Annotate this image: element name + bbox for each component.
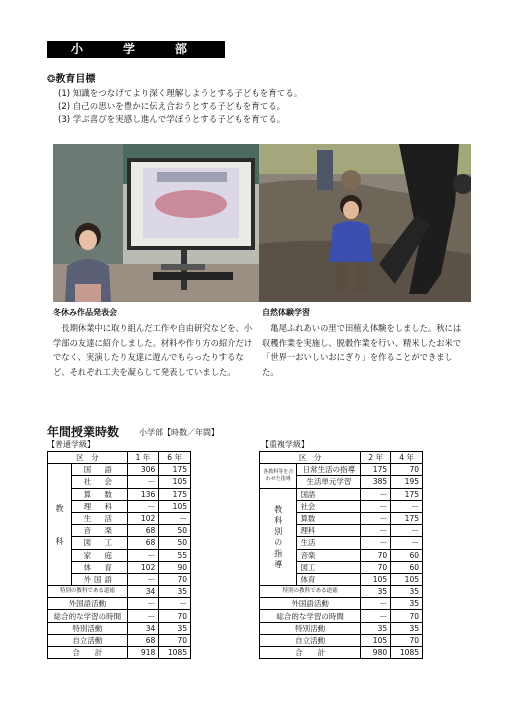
row-label: 音楽 [297, 549, 361, 561]
value-cell: 175 [361, 464, 391, 476]
table-row [260, 610, 423, 622]
value-cell: 175 [391, 488, 423, 500]
row-label: 体育 [297, 573, 361, 585]
row-label: 家 庭 [71, 549, 127, 561]
section-title: 小 学 部 [70, 42, 201, 56]
value-cell: ー [127, 598, 159, 610]
value-cell: 980 [361, 647, 391, 659]
value-cell: ー [361, 610, 391, 622]
section-title-bar [47, 41, 225, 58]
row-label: 算数 [297, 512, 361, 524]
table-row [260, 634, 423, 646]
value-cell: ー [361, 598, 391, 610]
table-row [48, 464, 191, 476]
value-cell: 35 [361, 586, 391, 598]
table-row [48, 622, 191, 634]
value-cell: 35 [159, 622, 191, 634]
header-category: 区 分 [260, 452, 361, 464]
row-label: 社 会 [71, 476, 127, 488]
value-cell: 70 [361, 549, 391, 561]
header-category: 区 分 [48, 452, 128, 464]
value-cell: 102 [127, 512, 159, 524]
row-label: 特別の教科である道徳 [48, 586, 128, 598]
table-row [48, 647, 191, 659]
row-label: 音 楽 [71, 525, 127, 537]
value-cell: 34 [127, 622, 159, 634]
value-cell: 385 [361, 476, 391, 488]
value-cell: 102 [127, 561, 159, 573]
activity-1-caption: 冬休み作品発表会 [53, 308, 117, 317]
row-label: 図 工 [71, 537, 127, 549]
row-label: 日常生活の指導 [297, 464, 361, 476]
table-row [48, 610, 191, 622]
table-header-row [260, 452, 423, 464]
hours-title: 年間授業時数 [47, 425, 120, 439]
value-cell: ー [127, 476, 159, 488]
value-cell: 70 [159, 573, 191, 585]
value-cell: ー [361, 488, 391, 500]
value-cell: 195 [391, 476, 423, 488]
value-cell: 1085 [159, 647, 191, 659]
row-label: 国語 [297, 488, 361, 500]
row-label: 特別の教科である道徳 [260, 586, 361, 598]
row-label: 国 語 [71, 464, 127, 476]
activity-2-caption: 自然体験学習 [262, 308, 310, 317]
value-cell: ー [127, 549, 159, 561]
presentation-photo [53, 144, 259, 302]
table-row [260, 647, 423, 659]
table-row [260, 488, 423, 500]
row-label: 図工 [297, 561, 361, 573]
value-cell: 35 [391, 598, 423, 610]
header-year-1: 1 年 [127, 452, 159, 464]
value-cell: 70 [391, 610, 423, 622]
value-cell: 105 [391, 573, 423, 585]
hours-subtitle: 小学部【時数／年間】 [139, 428, 219, 437]
value-cell: ー [361, 500, 391, 512]
table-row [260, 464, 423, 476]
row-label: 理科 [297, 525, 361, 537]
goals-heading: ❂教育目標 [47, 74, 96, 85]
value-cell: 175 [159, 488, 191, 500]
row-label: 算 数 [71, 488, 127, 500]
row-label: 特別活動 [48, 622, 128, 634]
value-cell: 50 [159, 537, 191, 549]
table-row [48, 586, 191, 598]
value-cell: 175 [159, 464, 191, 476]
value-cell: 68 [127, 634, 159, 646]
table-row [260, 622, 423, 634]
row-label: 特別活動 [260, 622, 361, 634]
table-row [260, 586, 423, 598]
multi-hours-table [259, 451, 423, 659]
header-year-2: 2 年 [361, 452, 391, 464]
value-cell: 35 [391, 622, 423, 634]
value-cell: 35 [159, 586, 191, 598]
value-cell: 105 [159, 476, 191, 488]
value-cell: ー [361, 525, 391, 537]
value-cell: 70 [159, 610, 191, 622]
value-cell: 60 [391, 561, 423, 573]
table-row [48, 634, 191, 646]
row-label: 生 活 [71, 512, 127, 524]
value-cell: 55 [159, 549, 191, 561]
row-label: 社会 [297, 500, 361, 512]
table-header-row [48, 452, 191, 464]
value-cell: ー [361, 537, 391, 549]
value-cell: 68 [127, 525, 159, 537]
value-cell: 35 [391, 586, 423, 598]
row-label: 生活単元学習 [297, 476, 361, 488]
row-label: 合 計 [260, 647, 361, 659]
value-cell: ー [391, 500, 423, 512]
value-cell: ー [127, 573, 159, 585]
value-cell: 70 [391, 634, 423, 646]
table-row [48, 598, 191, 610]
value-cell: 105 [361, 573, 391, 585]
value-cell: 175 [391, 512, 423, 524]
value-cell: ー [127, 500, 159, 512]
regular-hours-table [47, 451, 191, 659]
value-cell: ー [391, 525, 423, 537]
table-row [260, 598, 423, 610]
value-cell: ー [159, 512, 191, 524]
value-cell: ー [159, 598, 191, 610]
value-cell: 60 [391, 549, 423, 561]
value-cell: ー [391, 537, 423, 549]
value-cell: 136 [127, 488, 159, 500]
value-cell: 90 [159, 561, 191, 573]
value-cell: 70 [391, 464, 423, 476]
value-cell: 105 [361, 634, 391, 646]
row-label: 総合的な学習の時間 [48, 610, 128, 622]
value-cell: 68 [127, 537, 159, 549]
subject-group-label: 教 科 別 の 指 導 [260, 488, 297, 586]
value-cell: 70 [361, 561, 391, 573]
goal-item-1: (1) 知識をつなげてより深く理解しようとする子どもを育てる。 [58, 89, 303, 99]
header-year-4: 4 年 [391, 452, 423, 464]
row-label: 外国語活動 [48, 598, 128, 610]
goal-item-2: (2) 自己の思いを豊かに伝え合おうとする子どもを育てる。 [58, 102, 286, 112]
row-label: 自立活動 [48, 634, 128, 646]
row-label: 合 計 [48, 647, 128, 659]
value-cell: ー [361, 512, 391, 524]
activity-2-text: 亀尾ふれあいの里で田植え体験をしました。秋には収穫作業を実施し、脱穀作業を行い、精米したお米で「世界一おいしいおにぎり」を作ることができました。 [262, 323, 462, 377]
row-label: 外国語 [71, 573, 127, 585]
value-cell: 70 [159, 634, 191, 646]
value-cell: 35 [361, 622, 391, 634]
row-label: 生活 [297, 537, 361, 549]
goal-item-3: (3) 学ぶ喜びを実感し進んで学ぼうとする子どもを育てる。 [58, 115, 286, 125]
value-cell: 50 [159, 525, 191, 537]
activity-1-text: 長期休業中に取り組んだ工作や自由研究などを、小学部の友達に紹介しました。材料や作り方の紹介だけでなく、実演したり友達に遊んでもらったりするなど、それぞれ工夫を凝らして発表していました。 [53, 323, 253, 377]
multi-class-label: 【重複学級】 [261, 440, 309, 449]
value-cell: 1085 [391, 647, 423, 659]
header-year-6: 6 年 [159, 452, 191, 464]
value-cell: 105 [159, 500, 191, 512]
regular-class-label: 【普通学級】 [47, 440, 95, 449]
subject-group-label: 教 科 [48, 464, 72, 586]
row-label: 理 科 [71, 500, 127, 512]
value-cell: ー [127, 610, 159, 622]
row-label: 総合的な学習の時間 [260, 610, 361, 622]
row-label: 体 育 [71, 561, 127, 573]
value-cell: 34 [127, 586, 159, 598]
combined-group-label: 各教科等を合わせた指導 [260, 464, 297, 488]
value-cell: 306 [127, 464, 159, 476]
value-cell: 918 [127, 647, 159, 659]
rice-planting-photo [259, 144, 471, 302]
row-label: 外国語活動 [260, 598, 361, 610]
row-label: 自立活動 [260, 634, 361, 646]
